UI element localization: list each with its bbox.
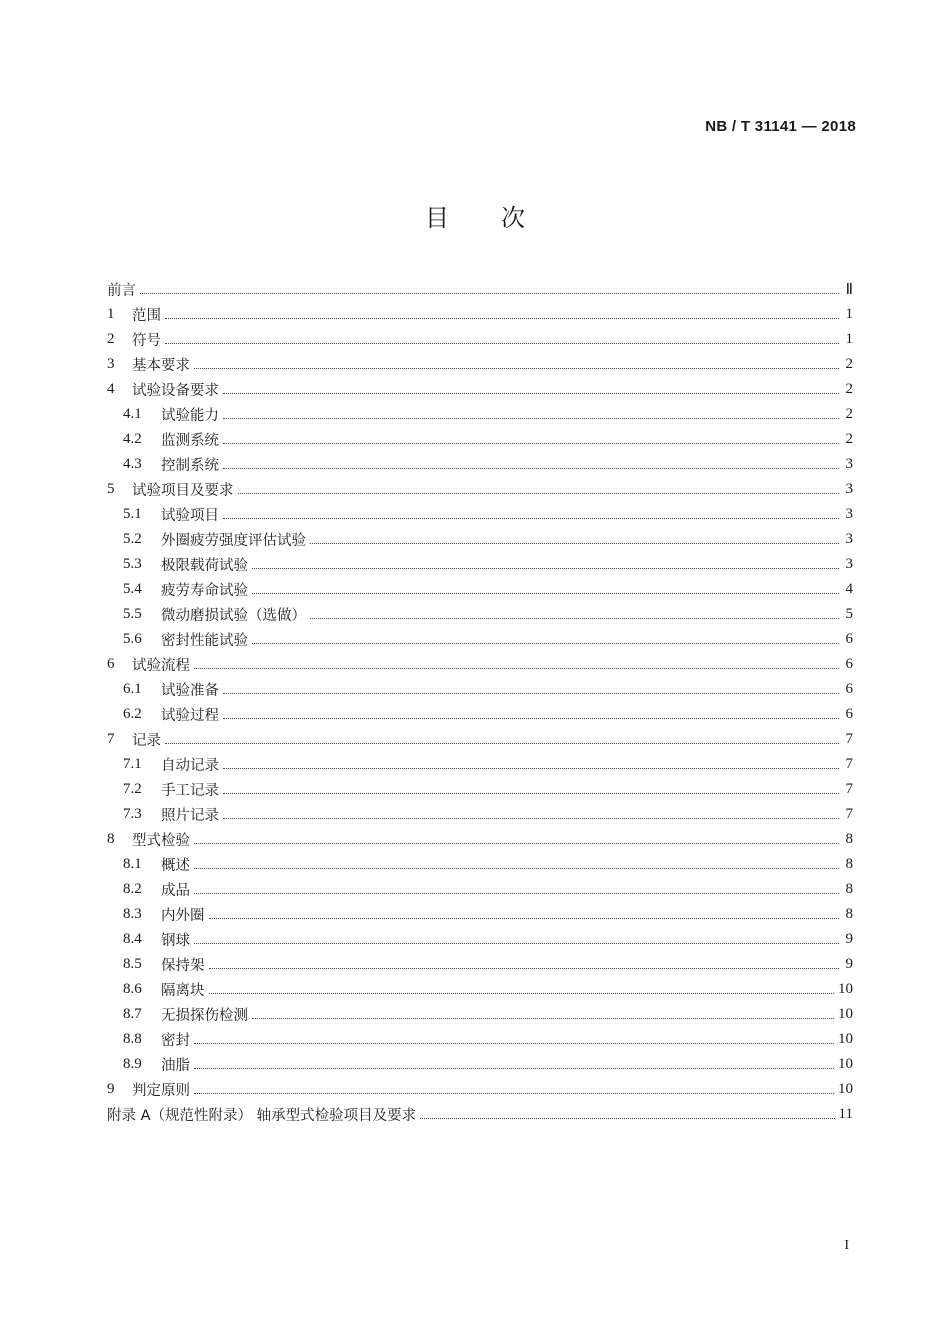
toc-entry-page: 1 xyxy=(845,331,853,347)
toc-entry-number: 7.1 xyxy=(123,756,142,772)
toc-entry-page: 4 xyxy=(845,581,853,597)
toc-entry[interactable] xyxy=(107,477,853,502)
toc-entry-label: 范围 xyxy=(132,308,161,324)
toc-entry-label: 极限载荷试验 xyxy=(161,558,248,574)
toc-entry-page: 2 xyxy=(845,406,853,422)
toc-dot-leader xyxy=(209,978,835,994)
toc-entry[interactable] xyxy=(107,527,853,552)
toc-entry[interactable] xyxy=(107,1027,853,1052)
toc-entry[interactable] xyxy=(107,402,853,427)
table-of-contents xyxy=(107,277,853,1127)
toc-entry-page: 3 xyxy=(845,506,853,522)
toc-entry-number: 6.2 xyxy=(123,706,142,722)
toc-entry-number: 8.9 xyxy=(123,1056,142,1072)
toc-entry-label: 自动记录 xyxy=(161,758,219,774)
toc-entry-number: 7 xyxy=(107,731,115,747)
toc-entry-label: 控制系统 xyxy=(161,458,219,474)
toc-entry-label: 前言 xyxy=(107,283,136,299)
toc-dot-leader xyxy=(165,303,839,319)
toc-entry-number: 5.3 xyxy=(123,556,142,572)
toc-dot-leader xyxy=(194,828,839,844)
toc-dot-leader xyxy=(223,428,839,444)
toc-entry[interactable] xyxy=(107,1102,853,1127)
toc-entry-page: 1 xyxy=(845,306,853,322)
toc-entry[interactable] xyxy=(107,1077,853,1102)
toc-entry-page: 7 xyxy=(845,756,853,772)
toc-dot-leader xyxy=(223,503,839,519)
toc-entry[interactable] xyxy=(107,327,853,352)
toc-entry-number: 5.4 xyxy=(123,581,142,597)
toc-dot-leader xyxy=(165,328,839,344)
toc-entry-number: 5.5 xyxy=(123,606,142,622)
toc-dot-leader xyxy=(252,1003,834,1019)
toc-entry-page: 8 xyxy=(845,856,853,872)
toc-entry[interactable] xyxy=(107,877,853,902)
toc-entry-label: 试验项目及要求 xyxy=(132,483,234,499)
toc-entry[interactable] xyxy=(107,827,853,852)
toc-entry-label: 钢球 xyxy=(161,933,190,949)
toc-entry-label: 外圈疲劳强度评估试验 xyxy=(161,533,306,549)
toc-entry-number: 4 xyxy=(107,381,115,397)
toc-entry[interactable] xyxy=(107,902,853,927)
toc-entry[interactable] xyxy=(107,352,853,377)
toc-entry[interactable] xyxy=(107,452,853,477)
toc-entry-label: 监测系统 xyxy=(161,433,219,449)
toc-entry-number: 1 xyxy=(107,306,115,322)
toc-entry-label: 判定原则 xyxy=(132,1083,190,1099)
toc-dot-leader xyxy=(194,853,839,869)
toc-entry-number: 8.2 xyxy=(123,881,142,897)
toc-entry-label: 照片记录 xyxy=(161,808,219,824)
toc-entry-number: 5.2 xyxy=(123,531,142,547)
toc-dot-leader xyxy=(223,378,839,394)
toc-entry[interactable] xyxy=(107,302,853,327)
toc-entry-label: 密封 xyxy=(161,1033,190,1049)
toc-entry-page: 2 xyxy=(845,431,853,447)
toc-dot-leader xyxy=(223,703,839,719)
toc-entry[interactable] xyxy=(107,777,853,802)
toc-entry-page: 6 xyxy=(845,656,853,672)
toc-entry-page: 6 xyxy=(845,681,853,697)
toc-dot-leader xyxy=(194,1078,834,1094)
toc-entry[interactable] xyxy=(107,502,853,527)
toc-dot-leader xyxy=(223,803,839,819)
toc-entry-label: 微动磨损试验（选做） xyxy=(161,608,306,624)
toc-entry-page: 10 xyxy=(838,1056,853,1072)
toc-entry-label: 基本要求 xyxy=(132,358,190,374)
page-number: I xyxy=(844,1238,849,1253)
toc-entry[interactable] xyxy=(107,427,853,452)
toc-entry-number: 4.1 xyxy=(123,406,142,422)
toc-entry-label: 符号 xyxy=(132,333,161,349)
toc-dot-leader xyxy=(209,953,840,969)
title-part-2: 次 xyxy=(501,204,525,232)
toc-entry-number: 8.3 xyxy=(123,906,142,922)
toc-entry-label: 试验流程 xyxy=(132,658,190,674)
toc-entry-label: 油脂 xyxy=(161,1058,190,1074)
toc-entry-label: 隔离块 xyxy=(161,983,205,999)
toc-dot-leader xyxy=(223,453,839,469)
toc-dot-leader xyxy=(223,678,839,694)
toc-entry[interactable] xyxy=(107,702,853,727)
toc-entry-number: 8.1 xyxy=(123,856,142,872)
toc-dot-leader xyxy=(194,878,839,894)
toc-dot-leader xyxy=(310,603,839,619)
toc-entry-label: 保持架 xyxy=(161,958,205,974)
toc-entry-number: 8.7 xyxy=(123,1006,142,1022)
toc-entry-number: 3 xyxy=(107,356,115,372)
toc-entry-page: 10 xyxy=(838,1081,853,1097)
standard-code: NB / T 31141 — 2018 xyxy=(705,118,856,135)
toc-entry-page: Ⅱ xyxy=(845,282,853,298)
toc-entry-label: 密封性能试验 xyxy=(161,633,248,649)
toc-entry-page: 11 xyxy=(838,1106,853,1122)
toc-entry-number: 8.6 xyxy=(123,981,142,997)
toc-entry[interactable] xyxy=(107,1002,853,1027)
toc-entry-page: 2 xyxy=(845,381,853,397)
toc-entry-number: 7.3 xyxy=(123,806,142,822)
toc-entry-number: 8.5 xyxy=(123,956,142,972)
toc-entry-number: 6 xyxy=(107,656,115,672)
toc-entry[interactable] xyxy=(107,852,853,877)
toc-entry-number: 7.2 xyxy=(123,781,142,797)
page-title xyxy=(0,198,950,233)
toc-dot-leader xyxy=(194,353,839,369)
toc-dot-leader xyxy=(310,528,839,544)
toc-entry[interactable] xyxy=(107,977,853,1002)
toc-entry-page: 6 xyxy=(845,706,853,722)
toc-entry-label: 记录 xyxy=(132,733,161,749)
toc-entry[interactable] xyxy=(107,652,853,677)
toc-entry-page: 3 xyxy=(845,481,853,497)
toc-entry[interactable] xyxy=(107,277,853,302)
toc-dot-leader xyxy=(209,903,840,919)
toc-entry-page: 9 xyxy=(845,931,853,947)
toc-entry-page: 7 xyxy=(845,806,853,822)
toc-entry-page: 5 xyxy=(845,606,853,622)
toc-entry-label: 附录 A（规范性附录） 轴承型式检验项目及要求 xyxy=(107,1108,417,1124)
toc-dot-leader xyxy=(420,1103,834,1119)
toc-entry-page: 3 xyxy=(845,456,853,472)
toc-entry-page: 8 xyxy=(845,906,853,922)
toc-entry-page: 6 xyxy=(845,631,853,647)
toc-dot-leader xyxy=(194,1028,834,1044)
title-part-1: 目 xyxy=(425,204,449,232)
toc-entry-page: 10 xyxy=(838,1006,853,1022)
toc-dot-leader xyxy=(252,628,839,644)
toc-entry[interactable] xyxy=(107,377,853,402)
toc-entry-label: 试验项目 xyxy=(161,508,219,524)
toc-entry-number: 8 xyxy=(107,831,115,847)
toc-dot-leader xyxy=(238,478,840,494)
toc-entry[interactable] xyxy=(107,927,853,952)
toc-entry-page: 7 xyxy=(845,731,853,747)
toc-entry-label: 试验设备要求 xyxy=(132,383,219,399)
toc-entry-page: 2 xyxy=(845,356,853,372)
toc-entry-page: 8 xyxy=(845,881,853,897)
toc-entry[interactable] xyxy=(107,727,853,752)
toc-dot-leader xyxy=(194,1053,834,1069)
toc-entry-number: 8.4 xyxy=(123,931,142,947)
toc-entry-label: 疲劳寿命试验 xyxy=(161,583,248,599)
toc-entry-number: 2 xyxy=(107,331,115,347)
toc-entry-page: 7 xyxy=(845,781,853,797)
toc-entry-label: 成品 xyxy=(161,883,190,899)
toc-entry-label: 无损探伤检测 xyxy=(161,1008,248,1024)
toc-entry-page: 3 xyxy=(845,556,853,572)
toc-dot-leader xyxy=(165,728,839,744)
toc-entry-number: 4.3 xyxy=(123,456,142,472)
toc-entry-label: 内外圈 xyxy=(161,908,205,924)
toc-entry-label: 手工记录 xyxy=(161,783,219,799)
toc-entry-page: 9 xyxy=(845,956,853,972)
toc-entry[interactable] xyxy=(107,627,853,652)
toc-entry[interactable] xyxy=(107,952,853,977)
toc-entry-number: 6.1 xyxy=(123,681,142,697)
toc-entry-page: 3 xyxy=(845,531,853,547)
toc-entry-label: 型式检验 xyxy=(132,833,190,849)
toc-entry-page: 8 xyxy=(845,831,853,847)
toc-entry-label: 试验过程 xyxy=(161,708,219,724)
toc-entry-label: 概述 xyxy=(161,858,190,874)
toc-entry[interactable] xyxy=(107,752,853,777)
toc-dot-leader xyxy=(194,653,839,669)
toc-entry-label: 试验准备 xyxy=(161,683,219,699)
toc-entry-number: 5.6 xyxy=(123,631,142,647)
toc-dot-leader xyxy=(223,403,839,419)
toc-entry[interactable] xyxy=(107,802,853,827)
toc-entry-number: 9 xyxy=(107,1081,115,1097)
toc-entry-number: 5 xyxy=(107,481,115,497)
toc-entry[interactable] xyxy=(107,552,853,577)
toc-dot-leader xyxy=(140,278,839,294)
toc-entry-number: 5.1 xyxy=(123,506,142,522)
toc-dot-leader xyxy=(252,578,839,594)
toc-entry[interactable] xyxy=(107,1052,853,1077)
toc-entry-page: 10 xyxy=(838,1031,853,1047)
toc-entry[interactable] xyxy=(107,577,853,602)
toc-dot-leader xyxy=(223,753,839,769)
toc-entry-page: 10 xyxy=(838,981,853,997)
toc-dot-leader xyxy=(252,553,839,569)
toc-entry[interactable] xyxy=(107,602,853,627)
toc-entry-label: 试验能力 xyxy=(161,408,219,424)
toc-entry-number: 4.2 xyxy=(123,431,142,447)
toc-dot-leader xyxy=(194,928,839,944)
toc-entry-number: 8.8 xyxy=(123,1031,142,1047)
toc-dot-leader xyxy=(223,778,839,794)
toc-entry[interactable] xyxy=(107,677,853,702)
